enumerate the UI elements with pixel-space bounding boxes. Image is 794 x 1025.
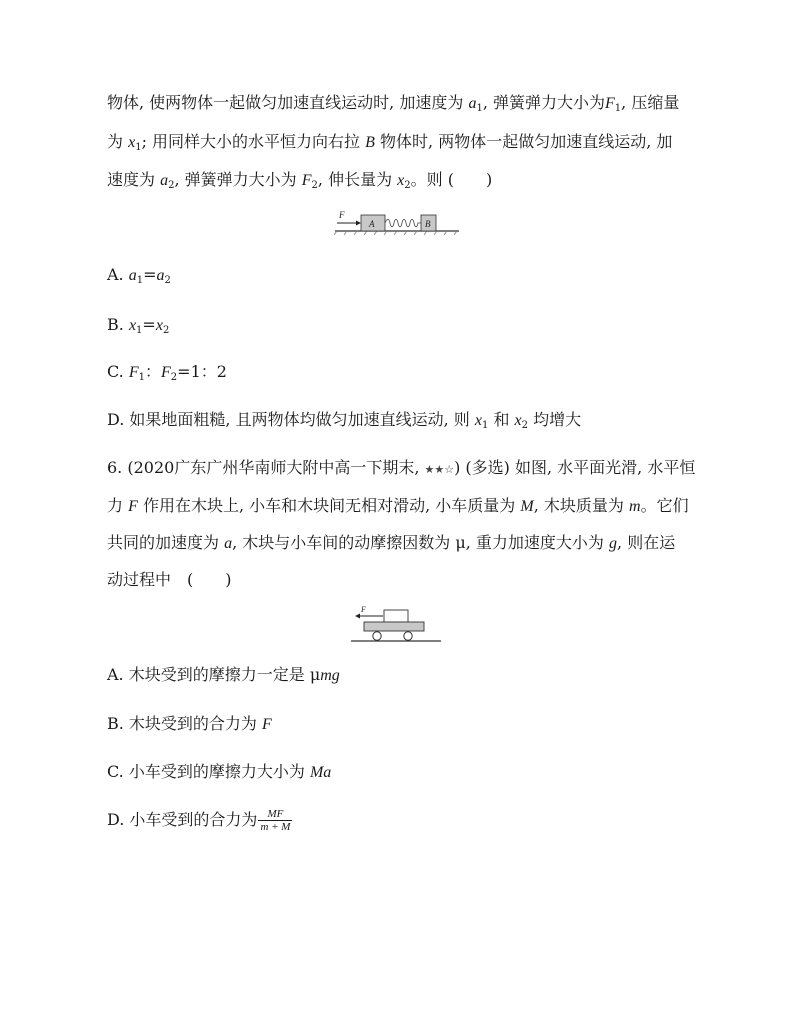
q6-line-4: 动过程中 ( ) [107, 570, 232, 589]
q6-option-d: D. 小车受到的合力为 $\frac{MF}{m + M}$ [107, 808, 291, 833]
q5-line-1: 物体, 使两物体一起做匀加速直线运动时, 加速度为 $a_1$, 弹簧弹力大小为$F_1$, 压缩量 [107, 93, 680, 114]
force-label-f: F [361, 605, 366, 614]
fraction: $\frac{MF}{m + M}$ [260, 808, 291, 833]
q5-line-3: 速度为 $a_2$, 弹簧弹力大小为 $F_2$, 伸长量为 $x_2$。则 ( ) [107, 170, 493, 191]
q6-option-b: B. 木块受到的合力为 F [107, 714, 272, 733]
cart-body [364, 622, 424, 631]
ground-hatch [334, 231, 457, 235]
difficulty-stars: ★★☆ [424, 463, 455, 476]
q5-line-2: 为 $x_1$; 用同样大小的水平恒力向右拉 B 物体时, 两物体一起做匀加速直线运动, 加 [107, 132, 673, 153]
cart-block-figure [350, 604, 442, 644]
q5-option-b: B. $x_1=x_2$ [107, 315, 170, 336]
q6-option-a: A. 木块受到的摩擦力一定是 μmg [107, 665, 340, 684]
q5-option-a: A. $a_1=a_2$ [107, 265, 171, 286]
force-arrowhead [355, 614, 360, 619]
cart-wheel-left [373, 632, 381, 640]
wood-block [384, 610, 408, 622]
q6-line-1: 6. (2020广东广州华南师大附中高一下期末, ★★☆) (多选) 如图, 水平面光滑, 水平恒 [107, 458, 696, 477]
spring [385, 219, 421, 227]
q6-line-2: 力 F 作用在木块上, 小车和木块间无相对滑动, 小车质量为 M, 木块质量为 m。它们 [107, 496, 689, 515]
q5-option-d: D. 如果地面粗糙, 且两物体均做匀加速直线运动, 则 $x_1$ 和 $x_2$ 均增大 [107, 410, 582, 431]
q6-line-3: 共同的加速度为 a, 木块与小车间的动摩擦因数为 μ, 重力加速度大小为 g, 则在运 [107, 533, 676, 552]
q6-option-c: C. 小车受到的摩擦力大小为 Ma [107, 762, 332, 781]
spring-blocks-figure [333, 208, 461, 238]
force-arrowhead [356, 221, 361, 226]
q5-option-c: C. $F_1$：$F_2=1$：2 [107, 362, 227, 383]
block-b-label: B [425, 219, 431, 229]
force-label-f: F [339, 210, 345, 220]
block-a-label: A [369, 219, 375, 229]
cart-wheel-right [404, 632, 412, 640]
